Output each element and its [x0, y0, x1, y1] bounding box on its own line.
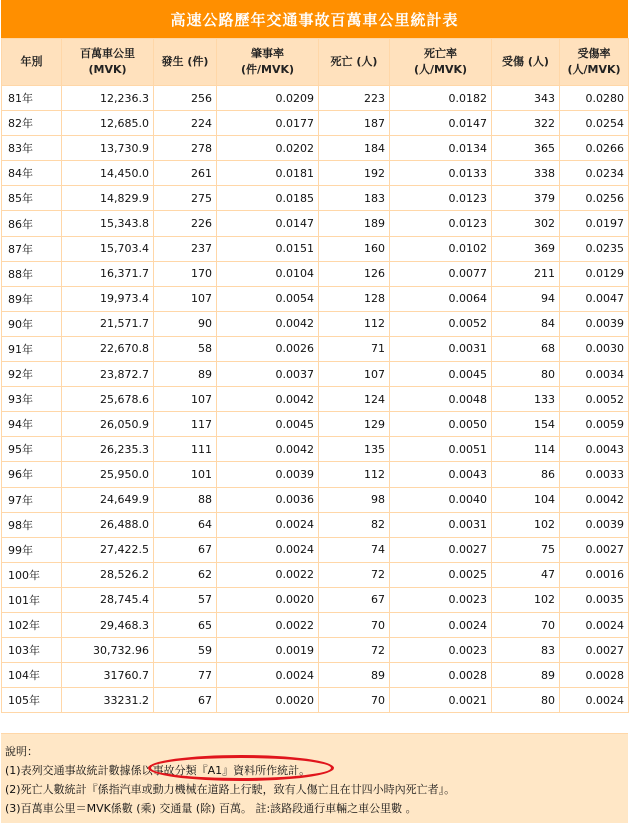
year-cell: 97年: [2, 487, 62, 512]
table-row: [2, 311, 629, 336]
column-header: 死亡 (人): [319, 39, 390, 86]
table-cell: 31760.7: [62, 663, 154, 688]
table-cell: 0.0042: [217, 437, 319, 462]
table-cell: 23,872.7: [62, 362, 154, 387]
column-header: 受傷 (人): [492, 39, 560, 86]
table-cell: 170: [154, 261, 217, 286]
column-header: 受傷率 (人/MVK): [560, 39, 629, 86]
table-cell: 14,450.0: [62, 161, 154, 186]
year-cell: 85年: [2, 186, 62, 211]
table-cell: 126: [319, 261, 390, 286]
table-cell: 0.0019: [217, 638, 319, 663]
table-row: [2, 362, 629, 387]
table-cell: 83: [492, 638, 560, 663]
table-cell: 12,685.0: [62, 111, 154, 136]
table-cell: 84: [492, 311, 560, 336]
table-cell: 0.0028: [390, 663, 492, 688]
year-cell: 91年: [2, 336, 62, 361]
year-cell: 94年: [2, 412, 62, 437]
table-cell: 30,732.96: [62, 638, 154, 663]
table-row: [2, 412, 629, 437]
table-row: [2, 186, 629, 211]
table-cell: 0.0048: [390, 387, 492, 412]
column-header: 年別: [2, 39, 62, 86]
table-cell: 57: [154, 587, 217, 612]
table-cell: 0.0039: [560, 311, 629, 336]
table-cell: 26,235.3: [62, 437, 154, 462]
table-cell: 0.0254: [560, 111, 629, 136]
table-cell: 0.0177: [217, 111, 319, 136]
table-cell: 0.0064: [390, 286, 492, 311]
year-cell: 83年: [2, 136, 62, 161]
table-cell: 0.0039: [217, 462, 319, 487]
year-cell: 98年: [2, 512, 62, 537]
table-cell: 67: [319, 587, 390, 612]
table-cell: 86: [492, 462, 560, 487]
table-cell: 124: [319, 387, 390, 412]
table-row: [2, 638, 629, 663]
table-cell: 0.0024: [217, 537, 319, 562]
year-cell: 104年: [2, 663, 62, 688]
table-cell: 0.0234: [560, 161, 629, 186]
table-cell: 0.0235: [560, 236, 629, 261]
table-cell: 0.0030: [560, 336, 629, 361]
table-cell: 12,236.3: [62, 86, 154, 111]
table-cell: 0.0031: [390, 336, 492, 361]
table-cell: 28,745.4: [62, 587, 154, 612]
table-cell: 343: [492, 86, 560, 111]
table-row: [2, 512, 629, 537]
table-cell: 107: [154, 286, 217, 311]
table-row: [2, 336, 629, 361]
table-cell: 0.0123: [390, 186, 492, 211]
table-cell: 13,730.9: [62, 136, 154, 161]
table-cell: 0.0202: [217, 136, 319, 161]
table-row: [2, 612, 629, 637]
table-cell: 0.0051: [390, 437, 492, 462]
table-cell: 89: [154, 362, 217, 387]
table-cell: 22,670.8: [62, 336, 154, 361]
year-cell: 90年: [2, 311, 62, 336]
column-header: 百萬車公里 (MVK): [62, 39, 154, 86]
year-cell: 81年: [2, 86, 62, 111]
table-cell: 80: [492, 688, 560, 713]
table-cell: 0.0042: [217, 311, 319, 336]
table-cell: 19,973.4: [62, 286, 154, 311]
table-cell: 0.0036: [217, 487, 319, 512]
table-cell: 89: [319, 663, 390, 688]
year-cell: 102年: [2, 612, 62, 637]
table-cell: 15,703.4: [62, 236, 154, 261]
table-cell: 0.0020: [217, 587, 319, 612]
table-cell: 379: [492, 186, 560, 211]
table-cell: 223: [319, 86, 390, 111]
table-row: [2, 261, 629, 286]
table-cell: 29,468.3: [62, 612, 154, 637]
column-header: 死亡率 (人/MVK): [390, 39, 492, 86]
table-row: [2, 462, 629, 487]
table-row: [2, 688, 629, 713]
table-row: [2, 663, 629, 688]
table-cell: 0.0077: [390, 261, 492, 286]
table-row: [2, 86, 629, 111]
table-cell: 67: [154, 537, 217, 562]
table-cell: 0.0042: [560, 487, 629, 512]
year-cell: 88年: [2, 261, 62, 286]
table-cell: 0.0052: [390, 311, 492, 336]
table-cell: 0.0027: [390, 537, 492, 562]
year-cell: 100年: [2, 562, 62, 587]
table-cell: 0.0047: [560, 286, 629, 311]
table-row: [2, 437, 629, 462]
table-row: [2, 111, 629, 136]
table-row: [2, 487, 629, 512]
table-cell: 0.0147: [217, 211, 319, 236]
table-cell: 183: [319, 186, 390, 211]
column-header: 肇事率 (件/MVK): [217, 39, 319, 86]
table-cell: 0.0134: [390, 136, 492, 161]
table-cell: 0.0129: [560, 261, 629, 286]
table-cell: 0.0026: [217, 336, 319, 361]
table-cell: 189: [319, 211, 390, 236]
table-cell: 62: [154, 562, 217, 587]
year-cell: 92年: [2, 362, 62, 387]
table-cell: 0.0033: [560, 462, 629, 487]
table-cell: 0.0027: [560, 638, 629, 663]
year-cell: 95年: [2, 437, 62, 462]
table-cell: 128: [319, 286, 390, 311]
table-cell: 0.0133: [390, 161, 492, 186]
table-cell: 192: [319, 161, 390, 186]
table-cell: 89: [492, 663, 560, 688]
table-cell: 0.0045: [217, 412, 319, 437]
table-cell: 71: [319, 336, 390, 361]
table-cell: 261: [154, 161, 217, 186]
table-cell: 0.0027: [560, 537, 629, 562]
table-row: [2, 537, 629, 562]
table-cell: 0.0035: [560, 587, 629, 612]
table-cell: 0.0042: [217, 387, 319, 412]
table-header: [2, 39, 629, 86]
table-row: [2, 387, 629, 412]
statistics-table: [1, 38, 629, 713]
table-cell: 0.0104: [217, 261, 319, 286]
table-cell: 338: [492, 161, 560, 186]
table-cell: 0.0043: [390, 462, 492, 487]
column-header: 發生 (件): [154, 39, 217, 86]
notes-heading: 說明：: [5, 745, 38, 758]
table-cell: 0.0256: [560, 186, 629, 211]
table-cell: 82: [319, 512, 390, 537]
table-cell: 21,571.7: [62, 311, 154, 336]
table-cell: 15,343.8: [62, 211, 154, 236]
table-cell: 88: [154, 487, 217, 512]
table-row: [2, 286, 629, 311]
table-cell: 369: [492, 236, 560, 261]
table-cell: 68: [492, 336, 560, 361]
note-line-2: (2)死亡人數統計『係指汽車或動力機械在道路上行駛，致有人傷亡且在廿四小時內死亡者』。: [5, 783, 456, 796]
table-cell: 0.0151: [217, 236, 319, 261]
table-cell: 28,526.2: [62, 562, 154, 587]
table-cell: 0.0040: [390, 487, 492, 512]
table-cell: 102: [492, 587, 560, 612]
year-cell: 96年: [2, 462, 62, 487]
table-cell: 59: [154, 638, 217, 663]
table-cell: 184: [319, 136, 390, 161]
table-cell: 0.0024: [560, 612, 629, 637]
year-cell: 86年: [2, 211, 62, 236]
table-cell: 0.0022: [217, 612, 319, 637]
table-cell: 24,649.9: [62, 487, 154, 512]
table-cell: 70: [492, 612, 560, 637]
table-cell: 0.0028: [560, 663, 629, 688]
table-cell: 0.0025: [390, 562, 492, 587]
table-body: [2, 86, 629, 713]
table-cell: 14,829.9: [62, 186, 154, 211]
table-cell: 58: [154, 336, 217, 361]
table-cell: 47: [492, 562, 560, 587]
table-cell: 27,422.5: [62, 537, 154, 562]
table-cell: 0.0024: [390, 612, 492, 637]
table-cell: 0.0185: [217, 186, 319, 211]
table-cell: 0.0054: [217, 286, 319, 311]
notes-section: [1, 733, 628, 823]
table-cell: 16,371.7: [62, 261, 154, 286]
table-cell: 102: [492, 512, 560, 537]
table-cell: 365: [492, 136, 560, 161]
table-cell: 0.0039: [560, 512, 629, 537]
table-cell: 278: [154, 136, 217, 161]
table-cell: 65: [154, 612, 217, 637]
table-cell: 0.0031: [390, 512, 492, 537]
table-cell: 0.0045: [390, 362, 492, 387]
table-cell: 104: [492, 487, 560, 512]
table-cell: 101: [154, 462, 217, 487]
table-cell: 0.0182: [390, 86, 492, 111]
table-cell: 0.0147: [390, 111, 492, 136]
year-cell: 105年: [2, 688, 62, 713]
table-title: 高速公路歷年交通事故百萬車公里統計表: [1, 0, 628, 38]
table-cell: 25,950.0: [62, 462, 154, 487]
table-cell: 72: [319, 638, 390, 663]
table-cell: 0.0043: [560, 437, 629, 462]
table-cell: 0.0024: [217, 512, 319, 537]
table-cell: 0.0052: [560, 387, 629, 412]
table-cell: 25,678.6: [62, 387, 154, 412]
table-cell: 74: [319, 537, 390, 562]
table-cell: 237: [154, 236, 217, 261]
table-cell: 64: [154, 512, 217, 537]
table-cell: 0.0050: [390, 412, 492, 437]
year-cell: 87年: [2, 236, 62, 261]
table-row: [2, 562, 629, 587]
table-cell: 0.0024: [560, 688, 629, 713]
table-cell: 94: [492, 286, 560, 311]
table-cell: 0.0022: [217, 562, 319, 587]
table-cell: 256: [154, 86, 217, 111]
table-cell: 0.0021: [390, 688, 492, 713]
table-cell: 0.0020: [217, 688, 319, 713]
year-cell: 103年: [2, 638, 62, 663]
table-cell: 26,488.0: [62, 512, 154, 537]
table-row: [2, 136, 629, 161]
table-cell: 129: [319, 412, 390, 437]
table-cell: 112: [319, 462, 390, 487]
year-cell: 84年: [2, 161, 62, 186]
table-cell: 0.0280: [560, 86, 629, 111]
note-line-1: (1)表列交通事故統計數據係以事故分類『A1』資料所作統計。: [5, 764, 311, 777]
table-cell: 322: [492, 111, 560, 136]
table-cell: 67: [154, 688, 217, 713]
note-line-3: (3)百萬車公里＝MVK係數 (乘) 交通量 (除) 百萬。 註:該路段通行車輛之車公里數 。: [5, 802, 417, 815]
table-cell: 0.0209: [217, 86, 319, 111]
table-cell: 77: [154, 663, 217, 688]
table-cell: 0.0181: [217, 161, 319, 186]
table-cell: 33231.2: [62, 688, 154, 713]
table-cell: 117: [154, 412, 217, 437]
table-cell: 0.0123: [390, 211, 492, 236]
year-cell: 89年: [2, 286, 62, 311]
table-cell: 0.0016: [560, 562, 629, 587]
table-cell: 302: [492, 211, 560, 236]
year-cell: 82年: [2, 111, 62, 136]
table-cell: 90: [154, 311, 217, 336]
table-cell: 154: [492, 412, 560, 437]
table-cell: 226: [154, 211, 217, 236]
table-cell: 0.0023: [390, 587, 492, 612]
table-cell: 211: [492, 261, 560, 286]
year-cell: 93年: [2, 387, 62, 412]
table-cell: 80: [492, 362, 560, 387]
table-cell: 0.0034: [560, 362, 629, 387]
table-row: [2, 211, 629, 236]
table-cell: 26,050.9: [62, 412, 154, 437]
table-row: [2, 236, 629, 261]
table-cell: 0.0266: [560, 136, 629, 161]
table-row: [2, 587, 629, 612]
table-cell: 107: [154, 387, 217, 412]
table-cell: 112: [319, 311, 390, 336]
table-cell: 160: [319, 236, 390, 261]
table-cell: 98: [319, 487, 390, 512]
table-cell: 0.0059: [560, 412, 629, 437]
table-cell: 0.0023: [390, 638, 492, 663]
table-cell: 72: [319, 562, 390, 587]
table-cell: 187: [319, 111, 390, 136]
table-cell: 275: [154, 186, 217, 211]
table-cell: 133: [492, 387, 560, 412]
table-cell: 114: [492, 437, 560, 462]
table-cell: 107: [319, 362, 390, 387]
header-row: [2, 39, 629, 86]
table-cell: 224: [154, 111, 217, 136]
table-cell: 70: [319, 612, 390, 637]
table-cell: 111: [154, 437, 217, 462]
table-row: [2, 161, 629, 186]
table-cell: 0.0024: [217, 663, 319, 688]
table-cell: 135: [319, 437, 390, 462]
table-cell: 0.0037: [217, 362, 319, 387]
year-cell: 101年: [2, 587, 62, 612]
table-cell: 70: [319, 688, 390, 713]
table-cell: 0.0197: [560, 211, 629, 236]
year-cell: 99年: [2, 537, 62, 562]
table-cell: 75: [492, 537, 560, 562]
table-cell: 0.0102: [390, 236, 492, 261]
